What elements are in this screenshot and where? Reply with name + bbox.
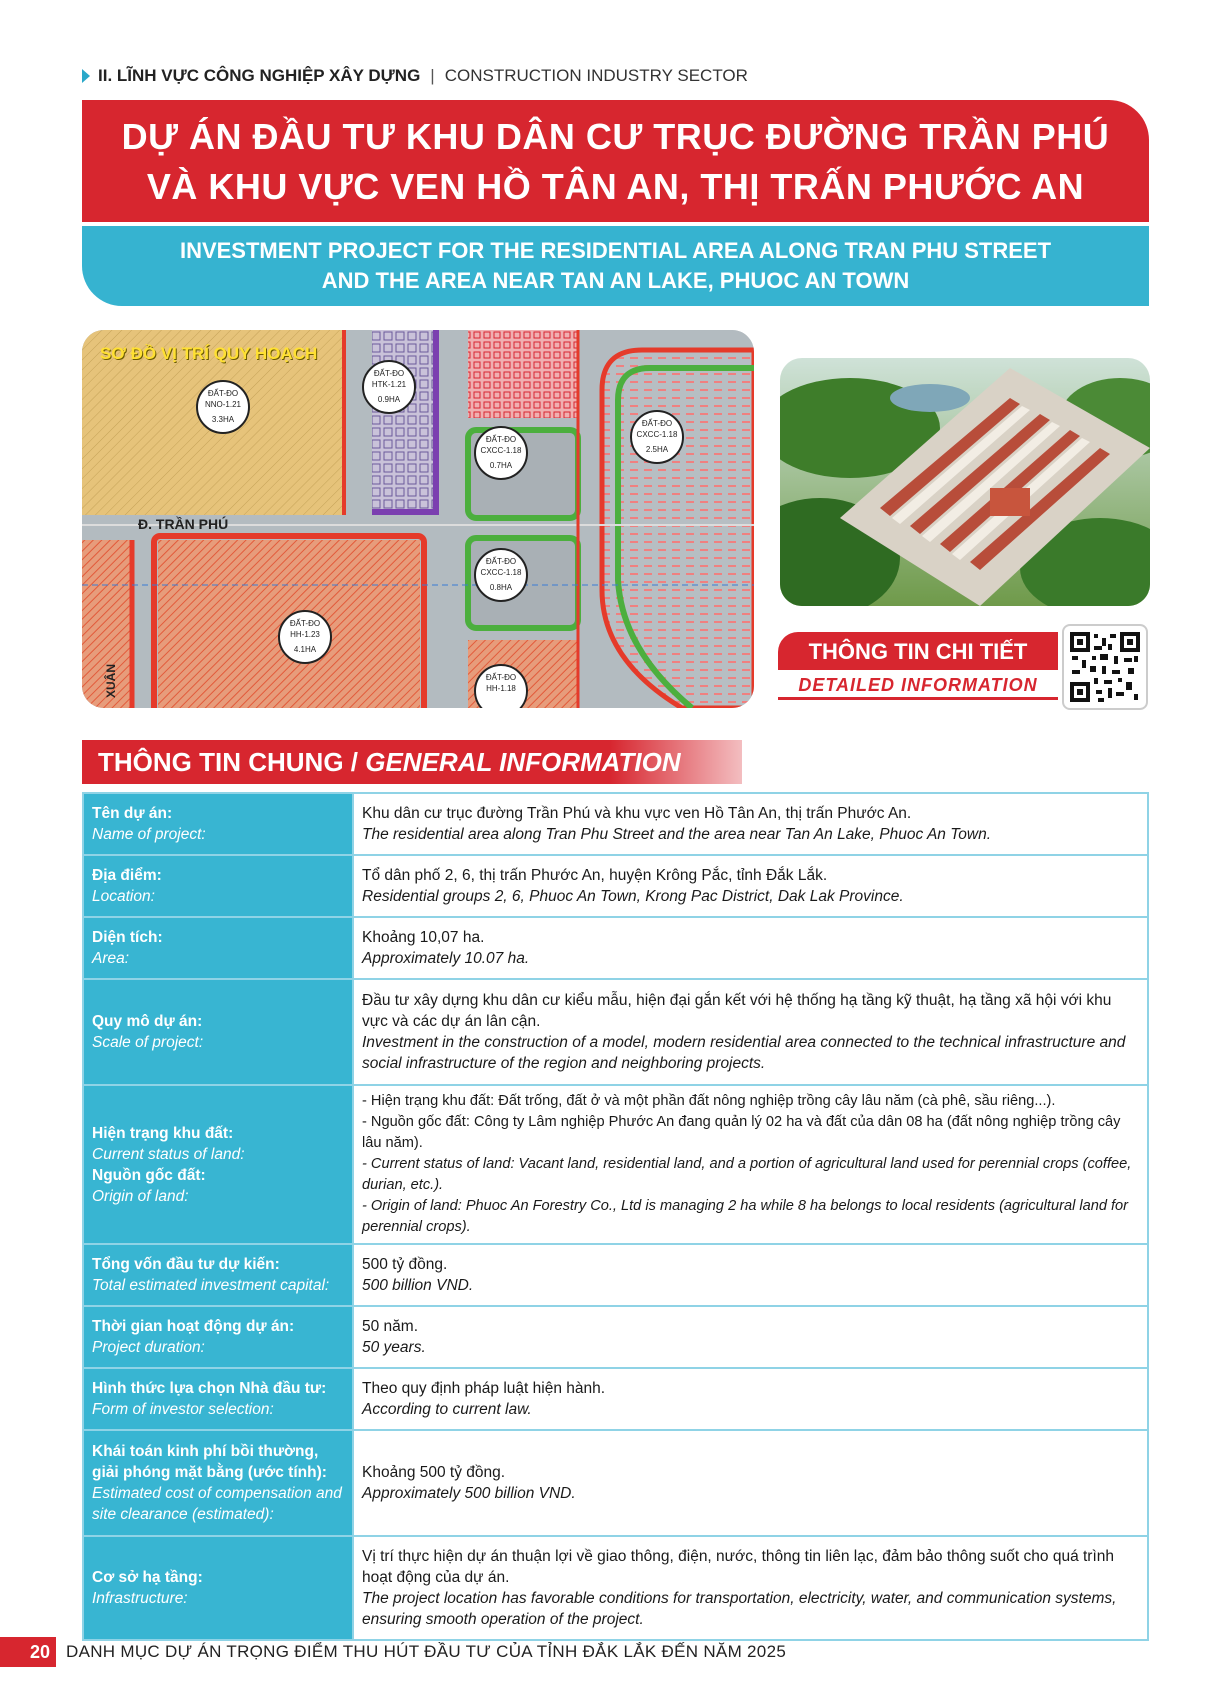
label-vn: Diện tích: bbox=[92, 929, 163, 946]
plot-code: ĐẤT-ĐO bbox=[641, 419, 673, 428]
plot-id: NNO-1.21 bbox=[204, 400, 241, 409]
row-label bbox=[83, 1306, 353, 1368]
label-vn: Quy mô dự án: bbox=[92, 1013, 203, 1030]
label-vn: Hiện trạng khu đất: bbox=[92, 1124, 234, 1142]
section-title-en: CONSTRUCTION INDUSTRY SECTOR bbox=[444, 66, 748, 85]
plot-code: ĐẤT-ĐO bbox=[289, 619, 321, 628]
label-vn: Tổng vốn đầu tư dự kiến: bbox=[92, 1256, 280, 1273]
title-banner-vn bbox=[82, 100, 1149, 222]
plot-code: ĐẤT-ĐO bbox=[485, 673, 517, 682]
row-value bbox=[353, 1536, 1148, 1640]
value-vn: Đầu tư xây dựng khu dân cư kiểu mẫu, hiện đại gắn kết với hệ thống hạ tầng kỹ thuật, hạ tầng xã hội với khu vực và các dự án lân cận. bbox=[362, 992, 1112, 1030]
value-en: 50 years. bbox=[362, 1339, 426, 1356]
value-vn: Khoảng 500 tỷ đồng. bbox=[362, 1464, 506, 1481]
plot-code: ĐẤT-ĐO bbox=[207, 389, 239, 398]
plot-marker bbox=[474, 426, 528, 480]
plot-id: HH-1.18 bbox=[486, 684, 516, 693]
value-en: Approximately 10.07 ha. bbox=[362, 950, 530, 967]
plot-id: HH-1.23 bbox=[290, 630, 320, 639]
table-row bbox=[83, 1306, 1148, 1368]
value-vn: 500 tỷ đồng. bbox=[362, 1256, 448, 1273]
value-vn: 50 năm. bbox=[362, 1318, 419, 1335]
plot-marker bbox=[474, 548, 528, 602]
label-en: Area: bbox=[92, 950, 130, 967]
plot-id: CXCC-1.18 bbox=[480, 568, 522, 577]
row-label bbox=[83, 1536, 353, 1640]
row-value bbox=[353, 1430, 1148, 1536]
detailed-info-vn: THÔNG TIN CHI TIẾT bbox=[778, 632, 1058, 670]
table-row bbox=[83, 1536, 1148, 1640]
row-value bbox=[353, 855, 1148, 917]
table-row bbox=[83, 1244, 1148, 1306]
map-title: SƠ ĐỒ VỊ TRÍ QUY HOẠCH bbox=[100, 344, 318, 363]
plot-area: 4.1HA bbox=[293, 645, 317, 654]
value-vn-2: - Nguồn gốc đất: Công ty Lâm nghiệp Phước An đang quản lý 02 ha và đất của dân 08 ha (đất nông nghiệp trồng cây lâu năm). bbox=[362, 1114, 1121, 1151]
label-vn: Hình thức lựa chọn Nhà đầu tư: bbox=[92, 1380, 327, 1397]
general-information-heading bbox=[82, 740, 742, 784]
label-en: Scale of project: bbox=[92, 1034, 204, 1051]
page-footer bbox=[0, 1637, 786, 1667]
label-en: Form of investor selection: bbox=[92, 1401, 274, 1418]
value-vn: - Hiện trạng khu đất: Đất trống, đất ở và một phần đất nông nghiệp trồng cây lâu năm (cà phê, sầu riêng...). bbox=[362, 1093, 1056, 1109]
plot-id: CXCC-1.18 bbox=[636, 430, 678, 439]
general-heading-vn: THÔNG TIN CHUNG / bbox=[98, 747, 358, 777]
section-title-vn: II. LĨNH VỰC CÔNG NGHIỆP XÂY DỰNG bbox=[98, 66, 421, 85]
section-separator: | bbox=[430, 66, 435, 85]
qr-code-drawing bbox=[1070, 632, 1140, 702]
row-value bbox=[353, 917, 1148, 979]
value-en-2: - Origin of land: Phuoc An Forestry Co., Ltd is managing 2 ha while 8 ha belongs to local residents (agricultural land for perennial crops). bbox=[362, 1198, 1129, 1235]
label-en: Current status of land: bbox=[92, 1145, 245, 1163]
general-information-table bbox=[82, 792, 1149, 1641]
qr-code-icon[interactable] bbox=[1062, 624, 1148, 710]
plot-code: ĐẤT-ĐO bbox=[485, 435, 517, 444]
plot-area: 2.5HA bbox=[645, 445, 669, 454]
row-label bbox=[83, 979, 353, 1085]
value-vn: Vị trí thực hiện dự án thuận lợi về giao thông, điện, nước, thông tin liên lạc, đảm bảo thông suốt cho quá trình hoạt động của dự án. bbox=[362, 1548, 1115, 1586]
general-heading-en: GENERAL INFORMATION bbox=[365, 747, 681, 777]
table-row bbox=[83, 855, 1148, 917]
title-banner-en bbox=[82, 226, 1149, 306]
value-en: Residential groups 2, 6, Phuoc An Town, Krong Pac District, Dak Lak Province. bbox=[362, 888, 904, 905]
row-label bbox=[83, 1244, 353, 1306]
page-number: 20 bbox=[0, 1637, 56, 1667]
label-vn: Thời gian hoạt động dự án: bbox=[92, 1318, 295, 1335]
label-en: Total estimated investment capital: bbox=[92, 1277, 330, 1294]
label-vn: Khái toán kinh phí bồi thường, giải phóng mặt bằng (ước tính): bbox=[92, 1443, 327, 1481]
label-vn-2: Nguồn gốc đất: bbox=[92, 1166, 206, 1184]
row-label bbox=[83, 1430, 353, 1536]
row-label bbox=[83, 917, 353, 979]
value-en: According to current law. bbox=[362, 1401, 532, 1418]
title-vn-line2: VÀ KHU VỰC VEN HỒ TÂN AN, THỊ TRẤN PHƯỚC AN bbox=[146, 166, 1085, 207]
row-label bbox=[83, 793, 353, 855]
label-vn: Địa điểm: bbox=[92, 867, 162, 884]
plot-area: 0.8HA bbox=[489, 583, 513, 592]
value-en: Approximately 500 billion VND. bbox=[362, 1485, 576, 1502]
aerial-render-image bbox=[780, 358, 1150, 606]
plot-marker bbox=[362, 360, 416, 414]
section-header bbox=[82, 66, 748, 86]
table-row bbox=[83, 917, 1148, 979]
title-vn-line1: DỰ ÁN ĐẦU TƯ KHU DÂN CƯ TRỤC ĐƯỜNG TRẦN PHÚ bbox=[121, 116, 1110, 157]
value-en: 500 billion VND. bbox=[362, 1277, 474, 1294]
row-value bbox=[353, 979, 1148, 1085]
table-row bbox=[83, 1085, 1148, 1244]
row-value bbox=[353, 1368, 1148, 1430]
planning-map bbox=[82, 330, 754, 708]
label-en: Infrastructure: bbox=[92, 1590, 188, 1607]
value-vn: Khoảng 10,07 ha. bbox=[362, 929, 485, 946]
row-value bbox=[353, 1244, 1148, 1306]
street-label-xuan: XUÂN bbox=[104, 663, 119, 699]
label-vn: Tên dự án: bbox=[92, 805, 173, 822]
street-label-tran-phu: Đ. TRẦN PHÚ bbox=[138, 516, 229, 532]
triangle-icon bbox=[82, 69, 90, 83]
row-value bbox=[353, 1306, 1148, 1368]
plot-marker bbox=[278, 610, 332, 664]
value-en: The residential area along Tran Phu Street and the area near Tan An Lake, Phuoc An Town. bbox=[362, 826, 992, 843]
table-row bbox=[83, 1368, 1148, 1430]
plot-code: ĐẤT-ĐO bbox=[373, 369, 405, 378]
row-label bbox=[83, 1368, 353, 1430]
label-en: Name of project: bbox=[92, 826, 206, 843]
label-en: Project duration: bbox=[92, 1339, 205, 1356]
value-vn: Tổ dân phố 2, 6, thị trấn Phước An, huyện Krông Pắc, tỉnh Đắk Lắk. bbox=[362, 867, 828, 884]
row-label bbox=[83, 1085, 353, 1244]
plot-code: ĐẤT-ĐO bbox=[485, 557, 517, 566]
value-en: Investment in the construction of a model, modern residential area connected to the technical infrastructure and social infrastructure of the region and neighboring projects. bbox=[362, 1034, 1126, 1072]
plot-area: 0.9HA bbox=[377, 395, 401, 404]
plot-id: HTK-1.21 bbox=[371, 380, 407, 389]
detailed-information-box bbox=[778, 632, 1058, 700]
row-value bbox=[353, 793, 1148, 855]
title-en-line2: AND THE AREA NEAR TAN AN LAKE, PHUOC AN TOWN bbox=[321, 268, 910, 293]
value-vn: Khu dân cư trục đường Trần Phú và khu vực ven Hồ Tân An, thị trấn Phước An. bbox=[362, 805, 912, 822]
value-en: - Current status of land: Vacant land, residential land, and a portion of agricultural land used for perennial crops (coffee, durian, etc.). bbox=[362, 1156, 1132, 1193]
title-en-line1: INVESTMENT PROJECT FOR THE RESIDENTIAL AREA ALONG TRAN PHU STREET bbox=[179, 238, 1052, 263]
plot-area: 3.3HA bbox=[211, 415, 235, 424]
row-value bbox=[353, 1085, 1148, 1244]
detailed-info-en: DETAILED INFORMATION bbox=[778, 670, 1058, 700]
plot-marker bbox=[630, 410, 684, 464]
label-en: Location: bbox=[92, 888, 155, 905]
aerial-render-drawing bbox=[780, 358, 1150, 606]
label-en: Estimated cost of compensation and site clearance (estimated): bbox=[92, 1485, 342, 1523]
label-en-2: Origin of land: bbox=[92, 1187, 189, 1205]
plot-marker bbox=[196, 380, 250, 434]
row-label bbox=[83, 855, 353, 917]
table-row bbox=[83, 1430, 1148, 1536]
label-vn: Cơ sở hạ tầng: bbox=[92, 1569, 203, 1586]
table-row bbox=[83, 979, 1148, 1085]
plot-area: 0.7HA bbox=[489, 461, 513, 470]
value-vn: Theo quy định pháp luật hiện hành. bbox=[362, 1380, 606, 1397]
footer-title: DANH MỤC DỰ ÁN TRỌNG ĐIỂM THU HÚT ĐẦU TƯ CỦA TỈNH ĐẮK LẮK ĐẾN NĂM 2025 bbox=[66, 1642, 787, 1661]
plot-id: CXCC-1.18 bbox=[480, 446, 522, 455]
value-en: The project location has favorable conditions for transportation, electricity, water, and communication systems, ensuring smooth operation of the project. bbox=[362, 1590, 1117, 1628]
table-row bbox=[83, 793, 1148, 855]
